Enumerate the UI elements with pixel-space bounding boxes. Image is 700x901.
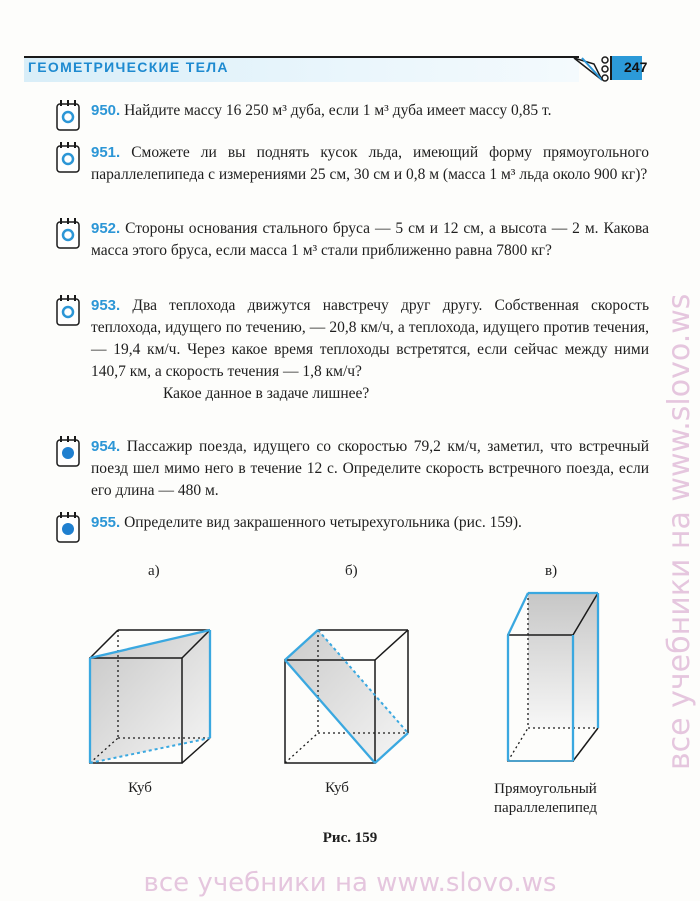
- notebook-ring-icon: [55, 100, 81, 132]
- figure-caption-v: Прямоугольный параллелепипед: [494, 781, 597, 816]
- problem-body: Пассажир поезда, идущего со скоростью 79,2 км/ч, заметил, что встречный поезд шел мимо него в течение 12 с. Определите скорость встречного поезда, если его длина — 480 м.: [91, 438, 650, 499]
- section-header: [24, 56, 648, 80]
- problem-number: 952.: [91, 220, 121, 237]
- problem-text: [91, 100, 649, 122]
- figure-label-v: в): [545, 563, 558, 579]
- shaded-quadrilateral-v: [528, 593, 598, 728]
- problem-text: [91, 142, 649, 186]
- problem-number: 954.: [91, 438, 121, 455]
- figure-label-b: б): [345, 563, 358, 579]
- shaded-quadrilateral-a: [90, 630, 210, 763]
- problem-952: [55, 218, 650, 284]
- problem-950: [55, 100, 645, 130]
- figure-159-drawings: [0, 575, 700, 775]
- problem-number: 951.: [91, 144, 121, 161]
- problem-953: [55, 295, 650, 425]
- problem-text: [91, 218, 649, 262]
- watermark-bottom: все учебники на www.slovo.ws: [143, 868, 557, 898]
- problem-number: 955.: [91, 514, 121, 531]
- watermark-vertical: все учебники на www.slovo.ws: [662, 293, 697, 770]
- page-number: 247: [624, 59, 648, 75]
- notebook-ring-icon: [55, 295, 81, 327]
- problem-body: Два теплохода движутся навстречу друг другу. Собственная скорость теплохода, идущего по течению, — 20,8 км/ч, а теплохода, идущего против течения, — 19,4 км/ч. Через какое время теплоходы встретятся, если сейчас между ними 140,7 км, а скорость течения — 1,8 км/ч?: [91, 297, 650, 380]
- problem-body: Сможете ли вы поднять кусок льда, имеющий форму прямоугольного параллелепипеда с измерениями 25 см, 30 см и 0,8 м (масса 1 м³ льда около 900 кг)?: [91, 144, 649, 183]
- problem-number: 950.: [91, 102, 121, 119]
- notebook-ring-icon: [55, 142, 81, 174]
- problem-text: [91, 512, 649, 534]
- problem-extra-question: Какое данное в задаче лишнее?: [163, 385, 370, 402]
- cube-a: [90, 630, 210, 763]
- notebook-dot-icon: [55, 436, 81, 468]
- parallelepiped-v: [508, 593, 598, 761]
- problem-951: [55, 142, 649, 208]
- cube-b: [285, 630, 408, 763]
- problem-body: Стороны основания стального бруса — 5 см и 12 см, а высота — 2 м. Какова масса этого бруса, если масса 1 м³ стали приближенно равна 7800 кг?: [91, 220, 650, 259]
- problem-955: [55, 512, 645, 542]
- problem-body: Найдите массу 16 250 м³ дуба, если 1 м³ дуба имеет массу 0,85 т.: [124, 102, 552, 119]
- figure-caption-a: Куб: [128, 780, 152, 796]
- figure-label-a: а): [148, 563, 160, 579]
- shaded-quadrilateral-b: [285, 630, 408, 763]
- figure-title: Рис. 159: [322, 830, 378, 846]
- problem-954: [55, 436, 650, 502]
- section-title: ГЕОМЕТРИЧЕСКИЕ ТЕЛА: [28, 59, 229, 75]
- problem-body: Определите вид закрашенного четырехугольника (рис. 159).: [124, 514, 522, 531]
- problem-text: [91, 436, 649, 502]
- figure-caption-b: Куб: [325, 780, 349, 796]
- notebook-ring-icon: [55, 218, 81, 250]
- notebook-dot-icon: [55, 512, 81, 544]
- problem-text: [91, 295, 649, 405]
- problem-number: 953.: [91, 297, 121, 314]
